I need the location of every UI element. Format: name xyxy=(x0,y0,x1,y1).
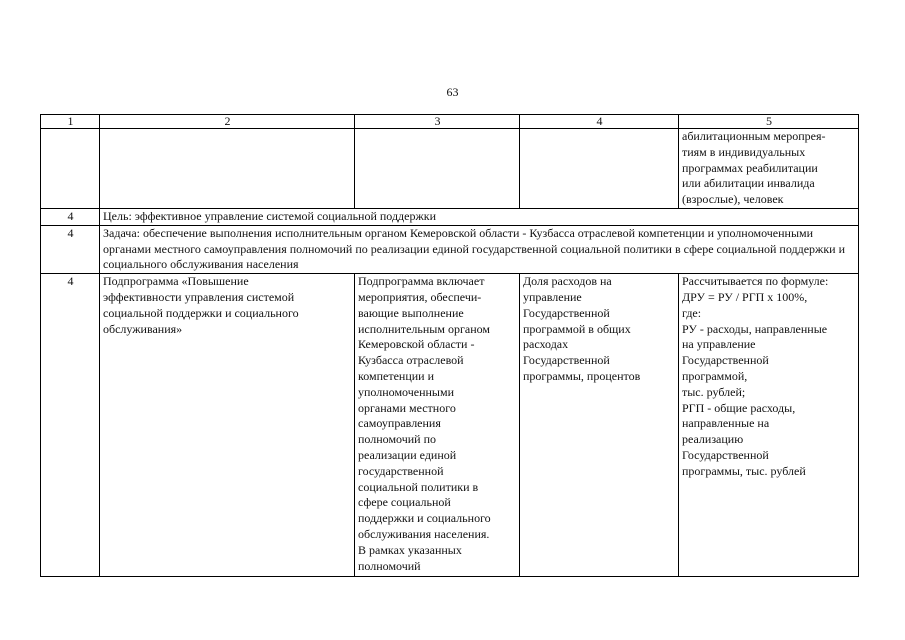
row-number: 4 xyxy=(41,274,100,577)
indicator-name: Доля расходов на управление Государственной программой в общих расходах Государственной программы, процентов xyxy=(520,274,679,577)
task-row xyxy=(41,225,859,273)
header-cell: 2 xyxy=(100,115,355,129)
table-cell xyxy=(355,129,520,209)
table-row xyxy=(41,129,859,209)
subprogram-row xyxy=(41,274,859,577)
indicators-table xyxy=(40,114,859,577)
subprogram-name: Подпрограмма «Повышение эффективности управления системой социальной поддержки и социального обслуживания» xyxy=(100,274,355,577)
table-cell: абилитационным меропрея- тиям в индивидуальных программах реабилитации или абилитации инвалида (взрослые), человек xyxy=(679,129,859,209)
header-cell: 1 xyxy=(41,115,100,129)
page-number: 63 xyxy=(446,85,459,99)
goal-text: Цель: эффективное управление системой социальной поддержки xyxy=(100,208,859,225)
header-cell: 5 xyxy=(679,115,859,129)
calculation-formula: Рассчитывается по формуле: ДРУ = РУ / РГП x 100%, где: РУ - расходы, направленные на управление Государственной программой, тыс. рублей; РГП - общие расходы, направленные на реализацию Государственной программы, тыс. рублей xyxy=(679,274,859,577)
subprogram-description: Подпрограмма включает мероприятия, обеспечи- вающие выполнение исполнительным органом Кемеровской области - Кузбасса отраслевой компетенции и уполномоченными органами местного самоуправления полномочий по реализации единой государственной социальной политики в сфере социальной поддержки и социального обслуживания населения. В рамках указанных полномочий xyxy=(355,274,520,577)
goal-row xyxy=(41,208,859,225)
table-cell xyxy=(41,129,100,209)
task-text: Задача: обеспечение выполнения исполнительным органом Кемеровской области - Кузбасса отраслевой компетенции и уполномоченными органами местного самоуправления полномочий по реализации единой государственной социальной политики в сфере социальной поддержки и социального обслуживания населения xyxy=(100,225,859,273)
table-header-row xyxy=(41,115,859,129)
header-cell: 4 xyxy=(520,115,679,129)
table-cell xyxy=(100,129,355,209)
table-cell xyxy=(520,129,679,209)
row-number: 4 xyxy=(41,225,100,273)
row-number: 4 xyxy=(41,208,100,225)
header-cell: 3 xyxy=(355,115,520,129)
